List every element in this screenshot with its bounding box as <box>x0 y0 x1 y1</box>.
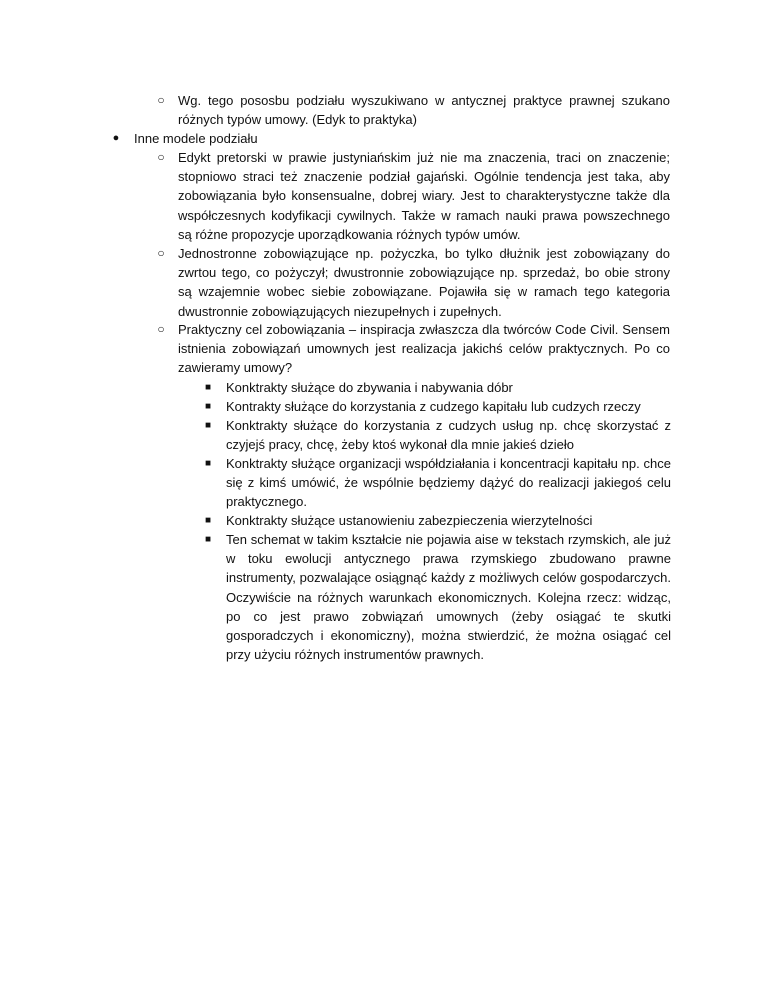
list-item-text: Ten schemat w takim kształcie nie pojawia aise w tekstach rzymskich, ale już w toku ewolucji antycznego prawa rzymskiego zbudowano prawne instrumenty, pozwalające osiągnąć każdy z możliwych celów gospodarczych. Oczywiście na różnych warunkach ekonomicznych. Kolejna rzecz: widząc, po co jest prawo zobwiązań umownych (żeby osiągać te skutki gosporadczych i ekonomiczny), można stwierdzić, że można osiągać cel przy użyciu różnych instrumentów prawnych. <box>226 532 671 663</box>
square-bullet: ■ <box>204 534 212 545</box>
square-bullet: ■ <box>204 420 212 431</box>
hollow-circle-bullet: ○ <box>157 93 165 107</box>
list-item <box>204 530 671 664</box>
list-item <box>157 244 670 321</box>
filled-circle-bullet: ● <box>112 132 120 144</box>
list-item <box>157 320 670 378</box>
hollow-circle-bullet: ○ <box>157 322 165 336</box>
list-item-text: Inne modele podziału <box>134 131 258 146</box>
list-item-text: Edykt pretorski w prawie justyniańskim już nie ma znaczenia, traci on znaczenie; stopniowo straci też znaczenie podział gajański. Ogólnie tendencja jest taka, aby zobowiązania było konsensualne, dobrej wiary. Jest to charakterystyczne także dla współczesnych kodyfikacji cywilnych. Także w ramach nauki prawa powszechnego są różne propozycje uporządkowania różnych typów umów. <box>178 150 670 242</box>
list-item-text: Konktrakty służące do zbywania i nabywania dóbr <box>226 380 513 395</box>
hollow-circle-bullet: ○ <box>157 150 165 164</box>
list-item-text: Praktyczny cel zobowiązania – inspiracja zwłaszcza dla twórców Code Civil. Sensem istnienia zobowiązań umownych jest realizacja jakichś celów praktycznych. Po co zawieramy umowy? <box>178 322 670 376</box>
square-bullet: ■ <box>204 515 212 526</box>
list-item-text: Konktrakty służące do korzystania z cudzych usług np. chcę skorzystać z czyjejś pracy, chcę, żeby ktoś wykonał dla mnie jakieś dzieło <box>226 418 671 453</box>
list-item-text: Kontrakty służące do korzystania z cudzego kapitału lub cudzych rzeczy <box>226 399 641 414</box>
square-bullet: ■ <box>204 401 212 412</box>
list-item <box>204 454 671 512</box>
list-item <box>204 378 671 397</box>
list-item-text: Konktrakty służące ustanowieniu zabezpieczenia wierzytelności <box>226 513 593 528</box>
list-item-text: Jednostronne zobowiązujące np. pożyczka, bo tylko dłużnik jest zobowiązany do zwrtou tego, co pożyczył; dwustronnie zobowiązujące np. sprzedaż, bo obie strony są wzajemnie wobec siebie zobowiązane. Pojawiła się w ramach tego kategoria dwustronnie zobowiązujących niezupełnych i zupełnych. <box>178 246 670 319</box>
square-bullet: ■ <box>204 382 212 393</box>
list-item <box>112 129 674 148</box>
list-item <box>157 148 670 244</box>
list-item <box>204 511 671 530</box>
list-item-text: Wg. tego pososbu podziału wyszukiwano w antycznej praktyce prawnej szukano różnych typów umowy. (Edyk to praktyka) <box>178 93 670 128</box>
list-item-text: Konktrakty służące organizacji współdziałania i koncentracji kapitału np. chce się z kimś umówić, że wspólnie będziemy dążyć do realizacji jakiegoś celu praktycznego. <box>226 456 671 510</box>
hollow-circle-bullet: ○ <box>157 246 165 260</box>
list-item <box>204 397 671 416</box>
square-bullet: ■ <box>204 458 212 469</box>
list-item <box>157 91 670 129</box>
list-item <box>204 416 671 454</box>
